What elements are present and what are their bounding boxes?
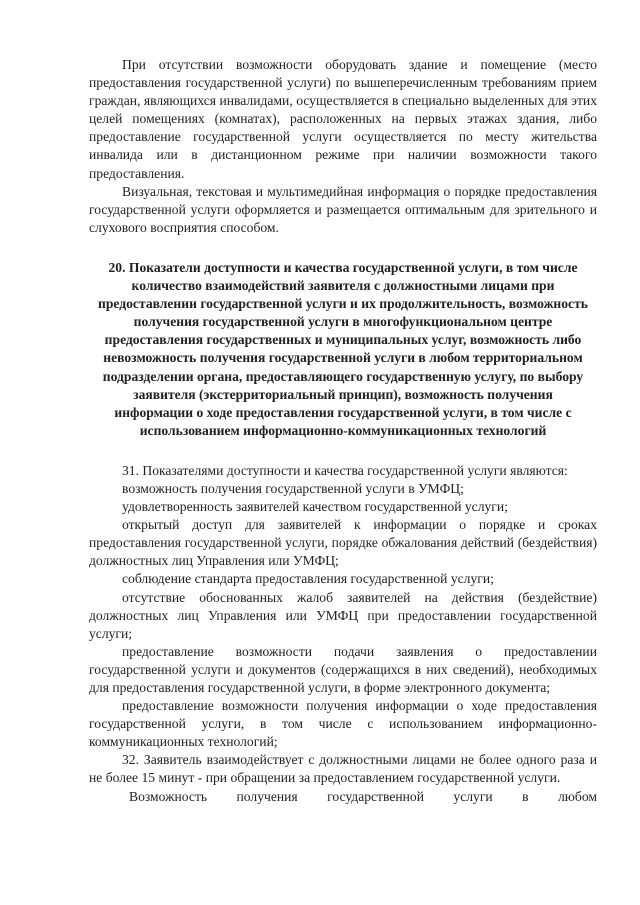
list-item: отсутствие обоснованных жалоб заявителей на действия (бездействие) должностных лиц Управления или УМФЦ при предоставлении государственной услуги;	[89, 589, 597, 641]
list-item: возможность получения государственной услуги в УМФЦ;	[122, 480, 464, 496]
list-item: предоставление возможности подачи заявления о предоставлении государственной услуги и документов (содержащихся в них сведений), необходимых для предоставления государственной услуги, в форме электронного документа;	[89, 643, 597, 695]
clause-31-intro: 31. Показателями доступности и качества государственной услуги являются:	[122, 462, 568, 478]
paragraph-no-access: При отсутствии возможности оборудовать здание и помещение (место предоставления государственной услуги) по вышеперечисленным требованиям прием граждан, являющихся инвалидами, осуществляется в специально выделенных для этих целей помещениях (комнатах), расположенных на первых этажах здания, либо предоставление государственной услуги осуществляется по месту жительства инвалида или в дистанционном режиме при наличии возможности такого предоставления.	[89, 57, 597, 181]
list-item: удовлетворенность заявителей качеством государственной услуги;	[122, 499, 508, 515]
last-line: Возможность получения государственной услуги в любом	[129, 788, 597, 804]
list-item: предоставление возможности получения информации о ходе предоставления государственной услуги, в том числе с использованием информационно-коммуникационных технологий;	[89, 698, 597, 750]
document-page	[89, 56, 597, 806]
section-heading: 20. Показатели доступности и качества государственной услуги, в том числе количество взаимодействий заявителя с должностными лицами при предоставлении государственной услуги и их продолжительность, возможность получения государственной услуги в многофункциональном центре предоставления государственных и муниципальных услуг, возможность либо невозможность получения государственной услуги в любом территориальном подразделении органа, предоставляющего государственную услугу, по выбору заявителя (экстерриториальный принцип), возможность получения информации о ходе предоставления государственной услуги, в том числе с использованием информационно-коммуникационных технологий	[98, 259, 588, 438]
list-item: открытый доступ для заявителей к информации о порядке и сроках предоставления государственной услуги, порядке обжалования действий (бездействия) должностных лиц Управления или УМФЦ;	[89, 517, 597, 569]
clause-32: 32. Заявитель взаимодействует с должностными лицами не более одного раза и не более 15 минут - при обращении за предоставлением государственной услуги.	[89, 752, 597, 786]
list-item: соблюдение стандарта предоставления государственной услуги;	[122, 571, 494, 587]
paragraph-visual-info: Визуальная, текстовая и мультимедийная информация о порядке предоставления государственной услуги оформляется и размещается оптимальным для зрительного и слухового восприятия способом.	[89, 183, 597, 235]
